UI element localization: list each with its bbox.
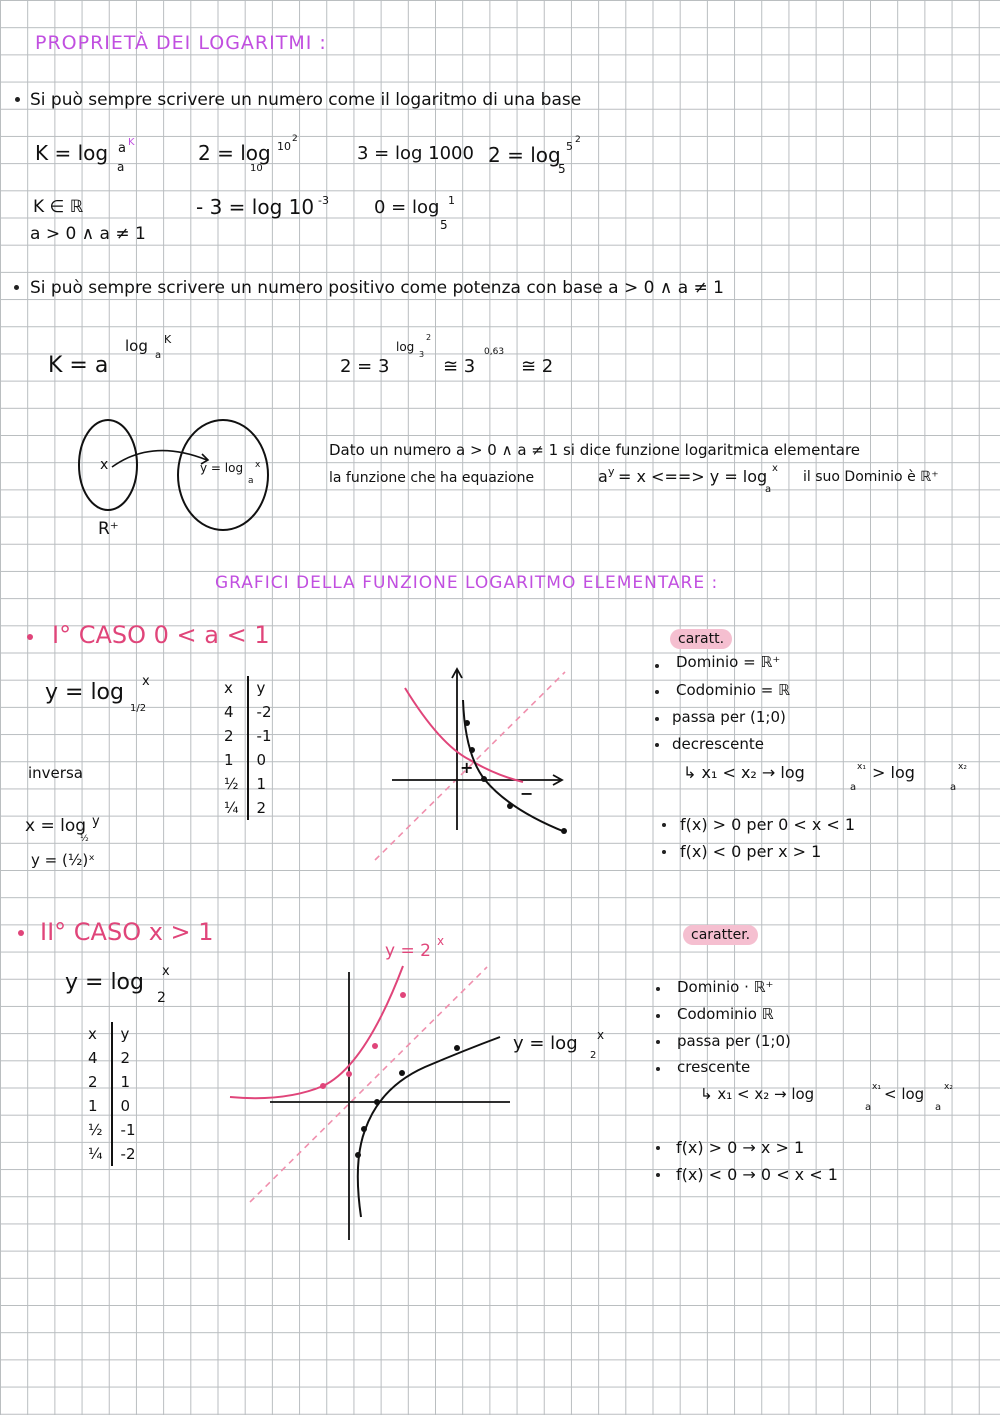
example-5-arg: 1 [448,194,455,207]
k-power-exp: log [125,337,148,355]
case2-heading: II° CASO x > 1 [40,918,214,946]
mapping-x: x [100,457,109,473]
definition-line-2a: la funzione che ha equazione [329,470,535,486]
bullet [655,717,659,721]
case1-implication-base: a [850,782,857,793]
case2-table [80,1022,144,1166]
bullet [662,850,666,854]
cell-y: -1 [120,1121,136,1139]
cell-y: 2 [256,799,267,817]
case2-prop-codomain: Codominio ℝ [677,1005,774,1023]
data-point [361,1126,367,1132]
cell-y: 0 [256,751,267,769]
table-row [80,1094,144,1118]
example-1: 2 = log [198,141,271,165]
case2-graph [225,962,525,1242]
bullet [656,987,660,991]
case1-function: y = log [45,680,124,705]
example-5-base: 5 [440,218,448,232]
definition-line-2b-exp: y [608,465,615,478]
cell-y: 0 [120,1097,131,1115]
a-condition: a > 0 ∧ a ≠ 1 [30,224,146,244]
cell-x: 4 [216,700,248,724]
case2-implication-base2: a [935,1102,942,1113]
definition-line-2d: il suo Dominio è ℝ⁺ [803,469,939,485]
k-equals-log: K = log [35,141,109,165]
prop1-text: Si può sempre scrivere un numero come il logaritmo di una base [30,90,582,110]
case1-implication-arg2: x₂ [958,762,967,772]
case1-prop-codomain: Codominio = ℝ [676,681,790,699]
data-point [399,1070,405,1076]
example-4: - 3 = log 10 [196,195,315,219]
case1-graph [370,660,590,860]
k-power-exp-arg: K [164,333,172,346]
case1-prop-monotone: decrescente [672,735,764,753]
definition-line-2b: a [598,467,608,486]
table-row [80,1142,144,1166]
bullet [18,930,24,936]
bullet [655,690,659,694]
data-point [464,720,470,726]
k-domain: K ∈ ℝ [33,197,84,217]
bullet [656,1146,660,1150]
log-curve-label-base: 2 [590,1050,597,1061]
case2-prop-passes: passa per (1;0) [677,1032,791,1050]
case1-prop-passes: passa per (1;0) [672,708,786,726]
example-1-arg: 10 [277,140,291,153]
example-power-exp-base: 3 [419,350,425,359]
bullet [656,1067,660,1071]
domain-label: R⁺ [98,519,119,539]
inverse-eq-1-arg: y [92,814,100,829]
exp-curve [230,966,403,1098]
inverse-eq-1: x = log [25,816,87,836]
data-point [374,1099,380,1105]
cell-y: -1 [256,727,272,745]
inverse-eq-2: y = (½)ˣ [31,851,95,869]
bullet [655,743,659,747]
case2-function-base: 2 [157,990,166,1006]
k-log-arg-exp: K [128,137,135,148]
mapping-arrow [112,451,207,467]
table-row [216,724,280,748]
data-point [454,1045,460,1051]
definition-line-2c-arg: x [772,463,778,474]
cell-y: 2 [120,1049,131,1067]
example-power-exp: log [396,340,415,354]
k-log-base: a [117,160,125,174]
bullet [656,1173,660,1177]
table-row [80,1118,144,1142]
log-curve [358,1037,500,1217]
cell-x: ¼ [216,796,248,820]
table-header-y: y [120,1025,130,1043]
table-header-x: x [80,1022,112,1046]
case2-sign-positive: f(x) > 0 → x > 1 [676,1138,805,1157]
case2-function-arg: x [162,964,170,979]
cell-x: 1 [216,748,248,772]
case2-implication-arg1: x₁ [872,1082,881,1092]
k-log-arg: a [118,141,126,156]
case2-function: y = log [65,970,144,995]
case1-function-base: 1/2 [130,703,147,714]
case1-sign-positive: f(x) > 0 per 0 < x < 1 [680,815,856,834]
example-1-exp: 2 [292,134,298,144]
example-power-exp-arg: 2 [426,333,432,342]
section-title: GRAFICI DELLA FUNZIONE LOGARITMO ELEMENTARE : [215,573,719,593]
case1-prop-domain: Dominio = ℝ⁺ [676,653,781,671]
log-curve [463,700,565,832]
case1-implication-base2: a [950,782,957,793]
positive-sign: + [460,758,474,777]
data-point [507,803,513,809]
cell-x: 1 [80,1094,112,1118]
prop2-text: Si può sempre scrivere un numero positivo come potenza con base a > 0 ∧ a ≠ 1 [30,278,724,298]
data-point [355,1152,361,1158]
props-title-highlight: caratt. [670,629,732,649]
bullet [656,1040,660,1044]
table-row [216,772,280,796]
example-3-base: 5 [558,162,566,176]
mapping-arg: x [255,460,261,470]
data-point [320,1083,326,1089]
bisector-line [250,967,487,1202]
case2-props-title [683,928,758,942]
negative-sign: − [520,784,534,803]
props-title-highlight: caratter. [683,925,758,945]
bullet [27,634,33,640]
log-curve-label-arg: x [597,1028,605,1042]
cell-x: 2 [80,1070,112,1094]
case1-implication-arg1: x₁ [857,762,866,772]
mapping-diagram [70,410,370,590]
log-curve-label: y = log [513,1033,578,1054]
table-header-y: y [256,679,266,697]
data-point [400,992,406,998]
case2-implication: ↳ x₁ < x₂ → log [700,1085,815,1103]
case1-heading: I° CASO 0 < a < 1 [52,621,270,649]
example-1-base: 10 [250,163,263,174]
cell-y: 1 [120,1073,131,1091]
example-3: 2 = log [488,143,561,167]
data-point [372,1043,378,1049]
example-3-arg: 5 [566,140,573,153]
example-approx-1: ≅ 3 [443,356,476,377]
cell-y: -2 [256,703,272,721]
table-row [216,748,280,772]
case1-implication-mid: > log [872,763,915,782]
mapping-base: a [248,476,254,486]
bullet [662,823,666,827]
table-row [80,1046,144,1070]
cell-y: 1 [256,775,267,793]
exp-curve-label-exp: x [437,934,445,948]
page-title: PROPRIETÀ DEI LOGARITMI : [35,32,327,54]
definition-line-2c-base: a [765,484,772,495]
table-header-row [80,1022,144,1046]
mapping-y: y = log [200,461,244,475]
table-row [216,700,280,724]
cell-x: 4 [80,1046,112,1070]
example-power: 2 = 3 [340,356,390,377]
case2-implication-base: a [865,1102,872,1113]
case1-props-title [670,632,732,646]
example-5: 0 = log [374,197,440,218]
bullet [14,285,19,290]
case2-prop-domain: Dominio · ℝ⁺ [677,978,774,996]
table-row [80,1070,144,1094]
definition-line-1: Dato un numero a > 0 ∧ a ≠ 1 si dice funzione logaritmica elementare [329,441,861,459]
table-header-row [216,676,280,700]
definition-line-2c: = x <==> y = log [618,467,768,486]
cell-y: -2 [120,1145,136,1163]
data-point [481,776,487,782]
case2-implication-arg2: x₂ [944,1082,953,1092]
data-point [469,747,475,753]
table-header-x: x [216,676,248,700]
table-row [216,796,280,820]
data-point [346,1071,352,1077]
case1-implication: ↳ x₁ < x₂ → log [683,763,805,782]
inverse-eq-1-base: ½ [80,834,89,844]
cell-x: ¼ [80,1142,112,1166]
cell-x: 2 [216,724,248,748]
data-point [561,828,567,834]
bullet [15,97,20,102]
bullet [656,1014,660,1018]
cell-x: ½ [80,1118,112,1142]
case1-sign-negative: f(x) < 0 per x > 1 [680,842,822,861]
example-3-exp: 2 [575,135,581,145]
k-power-exp-base: a [155,350,162,361]
cell-x: ½ [216,772,248,796]
case2-sign-negative: f(x) < 0 → 0 < x < 1 [676,1165,838,1184]
inverse-label: inversa [28,764,83,782]
case2-prop-monotone: crescente [677,1058,751,1076]
exp-curve-label: y = 2 [385,941,431,961]
bullet [655,664,659,668]
codomain-set [178,420,268,530]
example-approx-1-exp: 0,63 [484,347,505,357]
example-approx-2: ≅ 2 [521,356,554,377]
case2-implication-mid: < log [884,1085,925,1103]
example-4-exp: -3 [318,194,329,207]
k-equals-a-power: K = a [48,353,109,378]
example-2: 3 = log 1000 [357,143,474,164]
case1-table [216,676,280,820]
case1-function-arg: x [142,674,150,689]
